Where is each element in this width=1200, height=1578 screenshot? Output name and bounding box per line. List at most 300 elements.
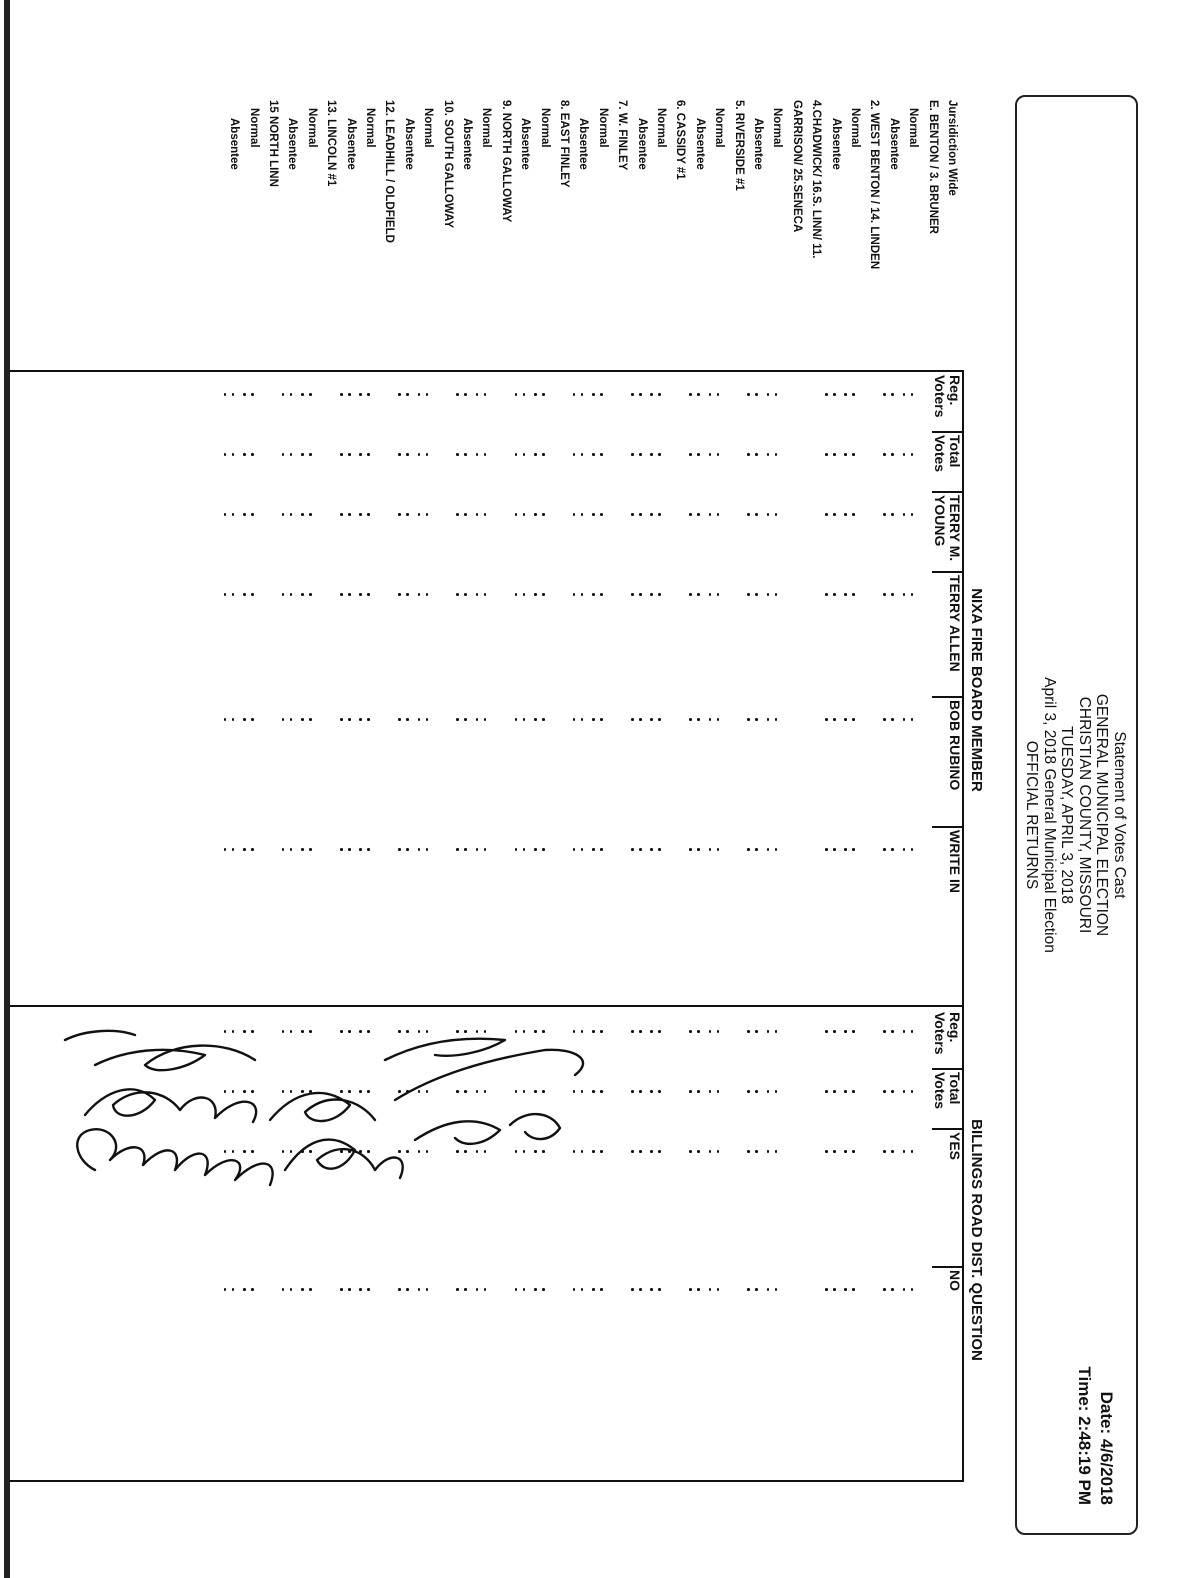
value-dot: [883, 513, 886, 516]
jurisdiction-row-label: Normal: [364, 108, 376, 148]
jurisdiction-row-label: 6. CASSIDY #1: [674, 100, 687, 180]
value-dot: [659, 513, 662, 516]
value-dot: [853, 1288, 856, 1291]
value-dot: [243, 718, 246, 721]
jurisdiction-row-label: Jursidiction Wide: [946, 100, 958, 196]
value-dot: [301, 718, 304, 721]
value-dot: [825, 593, 828, 596]
jurisdiction-row-label: Absentee: [228, 118, 241, 170]
value-dot: [853, 453, 856, 456]
value-dot: [845, 453, 848, 456]
column-header: TERRY M.: [947, 495, 963, 562]
value-dot: [903, 513, 906, 516]
value-dot: [689, 593, 692, 596]
value-dot: [833, 593, 836, 596]
value-dot: [697, 513, 700, 516]
value-dot: [911, 393, 914, 396]
value-dot: [631, 1288, 634, 1291]
value-dot: [697, 848, 700, 851]
value-dot: [891, 1150, 894, 1153]
value-dot: [406, 593, 409, 596]
value-dot: [232, 848, 235, 851]
value-dot: [592, 1288, 595, 1291]
value-dot: [348, 718, 351, 721]
table-right-rule: [4, 1480, 964, 1482]
value-dot: [224, 513, 227, 516]
value-dot: [484, 393, 487, 396]
value-dot: [418, 1288, 421, 1291]
jurisdiction-row-label: Normal: [480, 108, 493, 148]
value-dot: [651, 593, 654, 596]
value-dot: [845, 513, 848, 516]
value-dot: [748, 1150, 751, 1153]
value-dot: [775, 1030, 778, 1033]
value-dot: [476, 453, 479, 456]
value-dot: [689, 1090, 692, 1093]
value-dot: [340, 1288, 343, 1291]
value-dot: [775, 593, 778, 596]
value-dot: [542, 453, 545, 456]
value-dot: [243, 1288, 246, 1291]
value-dot: [717, 393, 720, 396]
value-dot: [232, 513, 235, 516]
value-dot: [368, 393, 371, 396]
value-dot: [767, 1150, 770, 1153]
value-dot: [457, 393, 460, 396]
value-dot: [631, 393, 634, 396]
value-dot: [282, 453, 285, 456]
value-dot: [639, 718, 642, 721]
value-dot: [845, 848, 848, 851]
value-dot: [903, 453, 906, 456]
jurisdiction-row-label: Absentee: [461, 118, 473, 170]
value-dot: [756, 718, 759, 721]
column-divider: [932, 826, 962, 828]
value-dot: [251, 453, 254, 456]
report-time: Time: 2:48:19 PM: [1075, 1366, 1094, 1505]
value-dot: [697, 1030, 700, 1033]
value-dot: [309, 1288, 312, 1291]
report-title-line: GENERAL MUNICIPAL ELECTION: [1093, 693, 1111, 937]
value-dot: [534, 1288, 537, 1291]
value-dot: [282, 393, 285, 396]
report-title-line: OFFICIAL RETURNS: [1023, 740, 1041, 890]
jurisdiction-row-label: 7. W. FINLEY: [616, 100, 629, 171]
value-dot: [689, 848, 692, 851]
value-dot: [756, 848, 759, 851]
report-title-line: April 3, 2018 General Municipal Election: [1041, 677, 1058, 953]
value-dot: [651, 513, 654, 516]
value-dot: [523, 593, 526, 596]
value-dot: [631, 718, 634, 721]
value-dot: [911, 1288, 914, 1291]
value-dot: [484, 1288, 487, 1291]
value-dot: [891, 513, 894, 516]
value-dot: [368, 718, 371, 721]
value-dot: [573, 513, 576, 516]
value-dot: [756, 453, 759, 456]
value-dot: [775, 1288, 778, 1291]
value-dot: [476, 593, 479, 596]
value-dot: [756, 393, 759, 396]
value-dot: [883, 1150, 886, 1153]
value-dot: [534, 513, 537, 516]
value-dot: [243, 453, 246, 456]
value-dot: [853, 848, 856, 851]
value-dot: [748, 393, 751, 396]
value-dot: [418, 393, 421, 396]
value-dot: [689, 453, 692, 456]
section-header-rule: [963, 1005, 965, 1480]
report-title-line: CHRISTIAN COUNTY, MISSOURI: [1076, 696, 1093, 934]
value-dot: [534, 718, 537, 721]
value-dot: [406, 718, 409, 721]
report-title-line: Statement of Votes Cast: [1111, 731, 1128, 899]
value-dot: [523, 718, 526, 721]
value-dot: [767, 1288, 770, 1291]
value-dot: [301, 393, 304, 396]
value-dot: [891, 593, 894, 596]
value-dot: [853, 1150, 856, 1153]
value-dot: [301, 848, 304, 851]
value-dot: [348, 848, 351, 851]
jurisdiction-row-label: Normal: [771, 108, 784, 148]
value-dot: [360, 718, 363, 721]
value-dot: [515, 393, 518, 396]
value-dot: [457, 1288, 460, 1291]
value-dot: [426, 393, 429, 396]
jurisdiction-row-label: Normal: [305, 108, 318, 148]
value-dot: [398, 718, 401, 721]
jurisdiction-row-label: Absentee: [635, 118, 648, 170]
value-dot: [717, 593, 720, 596]
value-dot: [523, 453, 526, 456]
value-dot: [581, 513, 584, 516]
value-dot: [709, 1030, 712, 1033]
value-dot: [581, 453, 584, 456]
value-dot: [689, 513, 692, 516]
value-dot: [891, 1090, 894, 1093]
value-dot: [309, 453, 312, 456]
column-header: TERRY ALLEN: [947, 575, 963, 672]
value-dot: [756, 1288, 759, 1291]
jurisdiction-row-label: 12. LEADHILL / OLDFIELD: [383, 100, 396, 243]
value-dot: [833, 1090, 836, 1093]
value-dot: [775, 848, 778, 851]
value-dot: [709, 513, 712, 516]
value-dot: [457, 718, 460, 721]
value-dot: [426, 848, 429, 851]
value-dot: [573, 453, 576, 456]
column-header: Total: [947, 1072, 963, 1105]
value-dot: [360, 513, 363, 516]
value-dot: [767, 1090, 770, 1093]
value-dot: [534, 453, 537, 456]
value-dot: [534, 848, 537, 851]
value-dot: [883, 593, 886, 596]
value-dot: [775, 453, 778, 456]
value-dot: [398, 593, 401, 596]
value-dot: [360, 848, 363, 851]
value-dot: [883, 1030, 886, 1033]
value-dot: [573, 718, 576, 721]
jurisdiction-row-label: Absentee: [693, 118, 706, 170]
value-dot: [282, 718, 285, 721]
value-dot: [748, 848, 751, 851]
jurisdiction-row-label: 4.CHADWICK/ 16.S. LINN/ 11.: [810, 100, 823, 259]
value-dot: [911, 453, 914, 456]
jurisdiction-row-label: 9. NORTH GALLOWAY: [499, 100, 512, 223]
value-dot: [631, 848, 634, 851]
value-dot: [484, 718, 487, 721]
column-header: NO: [947, 1270, 963, 1291]
value-dot: [484, 593, 487, 596]
value-dot: [833, 1150, 836, 1153]
column-divider: [932, 491, 962, 493]
value-dot: [465, 593, 468, 596]
value-dot: [251, 593, 254, 596]
value-dot: [465, 1288, 468, 1291]
value-dot: [659, 1288, 662, 1291]
jurisdiction-row-label: Absentee: [286, 118, 299, 170]
value-dot: [290, 593, 293, 596]
column-header: Votes: [932, 1072, 948, 1110]
value-dot: [775, 718, 778, 721]
value-dot: [845, 1150, 848, 1153]
value-dot: [301, 593, 304, 596]
value-dot: [903, 718, 906, 721]
value-dot: [224, 453, 227, 456]
value-dot: [232, 1288, 235, 1291]
value-dot: [775, 1090, 778, 1093]
value-dot: [853, 1090, 856, 1093]
jurisdiction-row-label: Absentee: [402, 118, 415, 170]
value-dot: [426, 718, 429, 721]
value-dot: [348, 513, 351, 516]
value-dot: [542, 1288, 545, 1291]
column-header: Reg.: [947, 375, 963, 406]
value-dot: [406, 848, 409, 851]
value-dot: [368, 593, 371, 596]
value-dot: [833, 848, 836, 851]
value-dot: [592, 453, 595, 456]
value-dot: [833, 393, 836, 396]
value-dot: [833, 1030, 836, 1033]
value-dot: [243, 393, 246, 396]
column-header: Voters: [932, 375, 948, 418]
value-dot: [825, 393, 828, 396]
report-title-line: TUESDAY, APRIL 3, 2018: [1058, 725, 1076, 905]
jurisdiction-row-label: Absentee: [344, 118, 357, 170]
jurisdiction-row-label: 10. SOUTH GALLOWAY: [441, 100, 454, 229]
jurisdiction-row-label: 8. EAST FINLEY: [558, 100, 570, 188]
column-divider: [932, 1266, 962, 1268]
value-dot: [573, 848, 576, 851]
value-dot: [767, 1030, 770, 1033]
report-date: Date: 4/6/2018: [1097, 1391, 1116, 1505]
value-dot: [651, 1030, 654, 1033]
value-dot: [600, 513, 603, 516]
value-dot: [767, 593, 770, 596]
value-dot: [600, 453, 603, 456]
value-dot: [290, 393, 293, 396]
value-dot: [697, 453, 700, 456]
value-dot: [523, 848, 526, 851]
value-dot: [825, 1288, 828, 1291]
column-divider: [932, 431, 962, 433]
value-dot: [290, 848, 293, 851]
value-dot: [883, 1288, 886, 1291]
value-dot: [853, 1030, 856, 1033]
value-dot: [309, 593, 312, 596]
value-dot: [767, 393, 770, 396]
value-dot: [406, 513, 409, 516]
value-dot: [639, 453, 642, 456]
value-dot: [697, 593, 700, 596]
official-signatures: [55, 1020, 615, 1210]
value-dot: [717, 453, 720, 456]
value-dot: [756, 1150, 759, 1153]
value-dot: [301, 453, 304, 456]
value-dot: [903, 1090, 906, 1093]
value-dot: [697, 1150, 700, 1153]
value-dot: [717, 1150, 720, 1153]
value-dot: [515, 593, 518, 596]
column-header: BOB RUBINO: [947, 700, 963, 791]
value-dot: [600, 718, 603, 721]
value-dot: [398, 848, 401, 851]
value-dot: [301, 513, 304, 516]
value-dot: [883, 1090, 886, 1093]
jurisdiction-row-label: Absentee: [577, 118, 590, 170]
value-dot: [360, 1288, 363, 1291]
value-dot: [825, 1090, 828, 1093]
value-dot: [709, 593, 712, 596]
value-dot: [825, 718, 828, 721]
value-dot: [891, 453, 894, 456]
value-dot: [845, 1288, 848, 1291]
value-dot: [457, 513, 460, 516]
value-dot: [426, 593, 429, 596]
value-dot: [600, 393, 603, 396]
value-dot: [903, 848, 906, 851]
value-dot: [639, 1150, 642, 1153]
value-dot: [659, 593, 662, 596]
value-dot: [717, 848, 720, 851]
value-dot: [418, 593, 421, 596]
value-dot: [697, 1288, 700, 1291]
value-dot: [515, 1288, 518, 1291]
value-dot: [340, 393, 343, 396]
value-dot: [883, 848, 886, 851]
value-dot: [523, 513, 526, 516]
value-dot: [639, 513, 642, 516]
value-dot: [348, 593, 351, 596]
value-dot: [659, 393, 662, 396]
value-dot: [717, 1030, 720, 1033]
value-dot: [426, 513, 429, 516]
value-dot: [484, 848, 487, 851]
value-dot: [251, 718, 254, 721]
value-dot: [426, 1288, 429, 1291]
value-dot: [697, 718, 700, 721]
value-dot: [748, 1030, 751, 1033]
value-dot: [717, 718, 720, 721]
value-dot: [689, 718, 692, 721]
column-header: WRITE IN: [947, 830, 963, 893]
jurisdiction-row-label: Normal: [907, 108, 920, 148]
value-dot: [651, 393, 654, 396]
value-dot: [775, 393, 778, 396]
value-dot: [406, 453, 409, 456]
value-dot: [406, 393, 409, 396]
value-dot: [767, 453, 770, 456]
value-dot: [748, 718, 751, 721]
value-dot: [891, 1288, 894, 1291]
value-dot: [651, 453, 654, 456]
value-dot: [232, 393, 235, 396]
value-dot: [833, 1288, 836, 1291]
value-dot: [689, 393, 692, 396]
value-dot: [592, 718, 595, 721]
value-dot: [748, 1288, 751, 1291]
value-dot: [465, 848, 468, 851]
value-dot: [697, 393, 700, 396]
value-dot: [717, 513, 720, 516]
value-dot: [224, 848, 227, 851]
value-dot: [592, 393, 595, 396]
value-dot: [853, 593, 856, 596]
value-dot: [368, 1288, 371, 1291]
value-dot: [581, 718, 584, 721]
value-dot: [709, 848, 712, 851]
value-dot: [340, 593, 343, 596]
value-dot: [639, 1090, 642, 1093]
value-dot: [368, 848, 371, 851]
value-dot: [639, 848, 642, 851]
value-dot: [748, 453, 751, 456]
value-dot: [465, 393, 468, 396]
value-dot: [767, 513, 770, 516]
value-dot: [484, 513, 487, 516]
value-dot: [833, 453, 836, 456]
value-dot: [232, 593, 235, 596]
value-dot: [853, 718, 856, 721]
value-dot: [709, 1288, 712, 1291]
value-dot: [426, 453, 429, 456]
value-dot: [301, 1288, 304, 1291]
value-dot: [592, 848, 595, 851]
value-dot: [542, 848, 545, 851]
value-dot: [418, 453, 421, 456]
value-dot: [767, 718, 770, 721]
value-dot: [581, 848, 584, 851]
value-dot: [833, 513, 836, 516]
jurisdiction-row-label: Absentee: [887, 118, 900, 170]
value-dot: [756, 1030, 759, 1033]
value-dot: [845, 718, 848, 721]
value-dot: [368, 453, 371, 456]
jurisdiction-row-label: GARRISON/ 25.SENECA: [790, 100, 803, 233]
value-dot: [775, 1150, 778, 1153]
value-dot: [592, 593, 595, 596]
value-dot: [651, 848, 654, 851]
value-dot: [243, 848, 246, 851]
jurisdiction-row-label: Absentee: [829, 118, 842, 170]
value-dot: [911, 1030, 914, 1033]
value-dot: [465, 718, 468, 721]
value-dot: [891, 848, 894, 851]
